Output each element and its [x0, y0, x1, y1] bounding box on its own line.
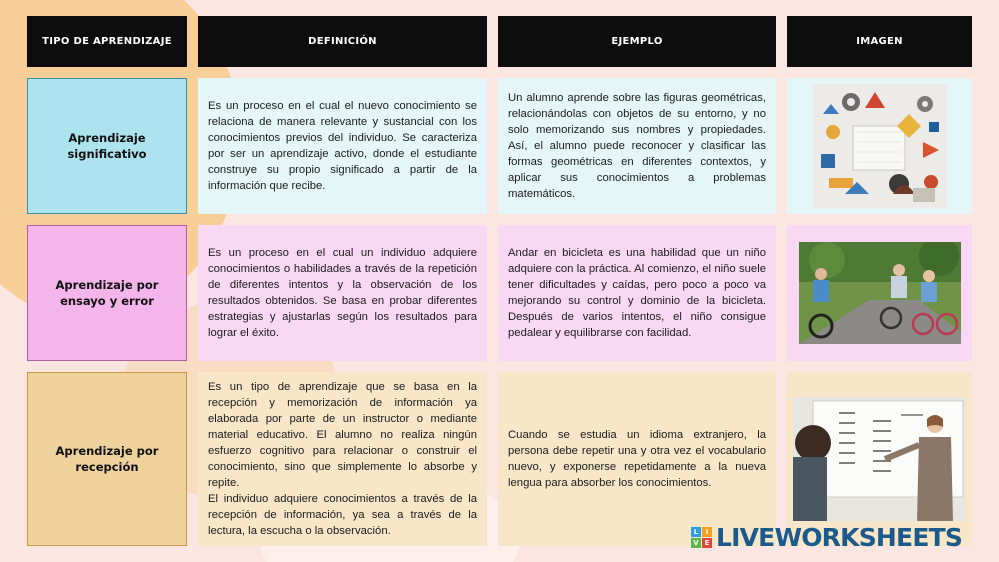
type-cell: Aprendizaje por ensayo y error — [27, 225, 187, 361]
header-type: TIPO DE APRENDIZAJE — [27, 16, 187, 67]
definition-cell — [198, 372, 487, 546]
image-cell — [787, 78, 972, 214]
image-cell — [787, 372, 972, 546]
bicycles-image — [799, 242, 961, 344]
header-image: IMAGEN — [787, 16, 972, 67]
children-riding-bicycles-photo — [799, 242, 961, 344]
header-example: EJEMPLO — [498, 16, 776, 67]
header-definition: DEFINICIÓN — [198, 16, 487, 67]
example-cell — [498, 372, 776, 546]
image-cell — [787, 225, 972, 361]
example-text: Andar en bicicleta es una habilidad que un niño adquiere con la práctica. Al comienzo, el niño suele tener dificultades y caídas, pero poco a poco va mejorando su control y dominio de la bicicleta. Después de varios intentos, el niño consigue pedalear y equilibrarse con facilidad. — [508, 247, 766, 339]
example-text: Un alumno aprende sobre las figuras geométricas, relacionándolas con objetos de su entorno, y no solo memorizando sus nombres y propiedades. Así, el alumno puede reconocer y clasificar las formas geométricas en diferentes contextos, y aplicar sus conocimientos a problemas matemáticos. — [508, 92, 766, 200]
teacher-image — [793, 397, 966, 521]
logo-tile: L — [691, 527, 701, 537]
type-cell: Aprendizaje por recepción — [27, 372, 187, 546]
logo-tile: V — [691, 538, 701, 548]
logo-tile: E — [702, 538, 712, 548]
example-text: Cuando se estudia un idioma extranjero, la persona debe repetir una y otra vez el vocabulario nuevo, y exponerse repetidamente a la nueva lengua para absorber los conocimientos. — [508, 429, 766, 489]
logo-tile: I — [702, 527, 712, 537]
geometric-shapes-illustration — [813, 84, 947, 208]
example-cell — [498, 78, 776, 214]
example-cell — [498, 225, 776, 361]
logo-tiles-icon — [691, 527, 712, 548]
definition-text: Es un proceso en el cual un individuo adquiere conocimientos o habilidades a través de la repetición de diferentes intentos y la observación de los resultados obtenidos. Se basa en probar diferentes estrategias y ajustarlas según los resultados para lograr el éxito. — [208, 247, 477, 339]
liveworksheets-logo — [691, 523, 962, 551]
definition-text: Es un proceso en el cual el nuevo conocimiento se relaciona de manera relevante y sustancial con los conocimientos previos del individuo. Se caracteriza por ser un aprendizaje activo, donde el estudiante construye su propio significado a partir de la información que recibe. — [208, 100, 477, 192]
definition-text: Es un tipo de aprendizaje que se basa en la recepción y memorización de información ya elaborada por parte de un instructor o mediante material educativo. El alumno no realiza ningún esfuerzo cognitivo para relacionar o construir el conocimiento, sino que simplemente lo absorbe y repite. El individuo adquiere conocimientos a través de la recepción de información, ya sea a través de la lectura, la escucha o la observación. — [208, 381, 477, 537]
type-cell: Aprendizaje significativo — [27, 78, 187, 214]
geometric-shapes-image — [813, 84, 947, 208]
logo-text: LIVEWORKSHEETS — [716, 522, 963, 552]
teacher-at-whiteboard-photo — [793, 397, 966, 521]
definition-cell — [198, 78, 487, 214]
definition-cell — [198, 225, 487, 361]
